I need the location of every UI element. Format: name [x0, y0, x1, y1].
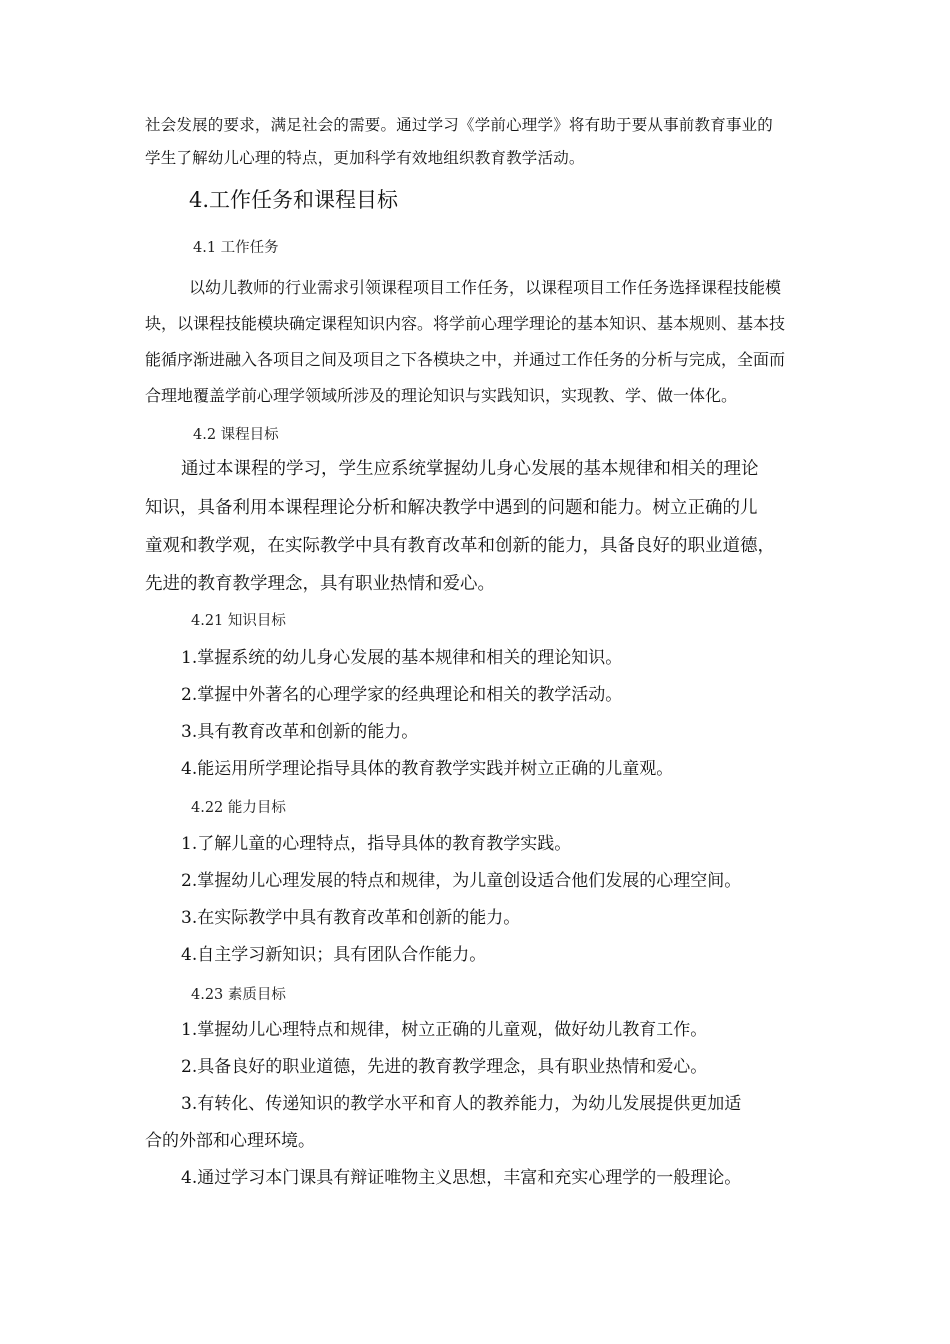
course-goals-line-2: 知识，具备利用本课程理论分析和解决教学中遇到的问题和能力。树立正确的儿 — [145, 498, 758, 518]
knowledge-goal-item-2: 2.掌握中外著名的心理学家的经典理论和相关的教学活动。 — [181, 685, 623, 705]
ability-goal-item-2: 2.掌握幼儿心理发展的特点和规律，为儿童创设适合他们发展的心理空间。 — [181, 871, 742, 891]
work-task-line-4: 合理地覆盖学前心理学领域所涉及的理论知识与实践知识，实现教、学、做一体化。 — [145, 386, 738, 405]
intro-line-2: 学生了解幼儿心理的特点，更加科学有效地组织教育教学活动。 — [145, 149, 585, 167]
course-goals-line-1: 通过本课程的学习，学生应系统掌握幼儿身心发展的基本规律和相关的理论 — [181, 459, 759, 479]
intro-line-1: 社会发展的要求，满足社会的需要。通过学习《学前心理学》将有助于要从事前教育事业的 — [145, 116, 774, 134]
ability-goal-item-4: 4.自主学习新知识；具有团队合作能力。 — [181, 945, 487, 965]
knowledge-goals-title: 4.21 知识目标 — [191, 613, 286, 629]
quality-goal-item-3a: 3.有转化、传递知识的教学水平和育人的教养能力，为幼儿发展提供更加适 — [181, 1094, 742, 1114]
quality-goals-title: 4.23 素质目标 — [191, 987, 286, 1003]
knowledge-goal-item-3: 3.具有教育改革和创新的能力。 — [181, 722, 419, 742]
course-goals-line-4: 先进的教育教学理念，具有职业热情和爱心。 — [145, 574, 495, 594]
work-task-line-1: 以幼儿教师的行业需求引领课程项目工作任务，以课程项目工作任务选择课程技能模 — [189, 278, 782, 297]
ability-goal-item-1: 1.了解儿童的心理特点，指导具体的教育教学实践。 — [181, 834, 572, 854]
work-task-title: 4.1 工作任务 — [193, 240, 279, 256]
quality-goal-item-2: 2.具备良好的职业道德，先进的教育教学理念，具有职业热情和爱心。 — [181, 1057, 708, 1077]
knowledge-goal-item-1: 1.掌握系统的幼儿身心发展的基本规律和相关的理论知识。 — [181, 648, 623, 668]
work-task-line-2: 块，以课程技能模块确定课程知识内容。将学前心理学理论的基本知识、基本规则、基本技 — [145, 314, 786, 333]
ability-goal-item-3: 3.在实际教学中具有教育改革和创新的能力。 — [181, 908, 521, 928]
quality-goal-item-3b: 合的外部和心理环境。 — [145, 1131, 315, 1151]
work-task-line-3: 能循序渐进融入各项目之间及项目之下各模块之中，并通过工作任务的分析与完成，全面而 — [145, 350, 786, 369]
section-title: 4.工作任务和课程目标 — [189, 188, 399, 212]
course-goals-line-3: 童观和教学观，在实际教学中具有教育改革和创新的能力，具备良好的职业道德， — [145, 536, 775, 556]
knowledge-goal-item-4: 4.能运用所学理论指导具体的教育教学实践并树立正确的儿童观。 — [181, 759, 674, 779]
course-goals-title: 4.2 课程目标 — [193, 427, 279, 443]
quality-goal-item-4: 4.通过学习本门课具有辩证唯物主义思想，丰富和充实心理学的一般理论。 — [181, 1168, 742, 1188]
quality-goal-item-1: 1.掌握幼儿心理特点和规律，树立正确的儿童观，做好幼儿教育工作。 — [181, 1020, 708, 1040]
ability-goals-title: 4.22 能力目标 — [191, 800, 286, 816]
